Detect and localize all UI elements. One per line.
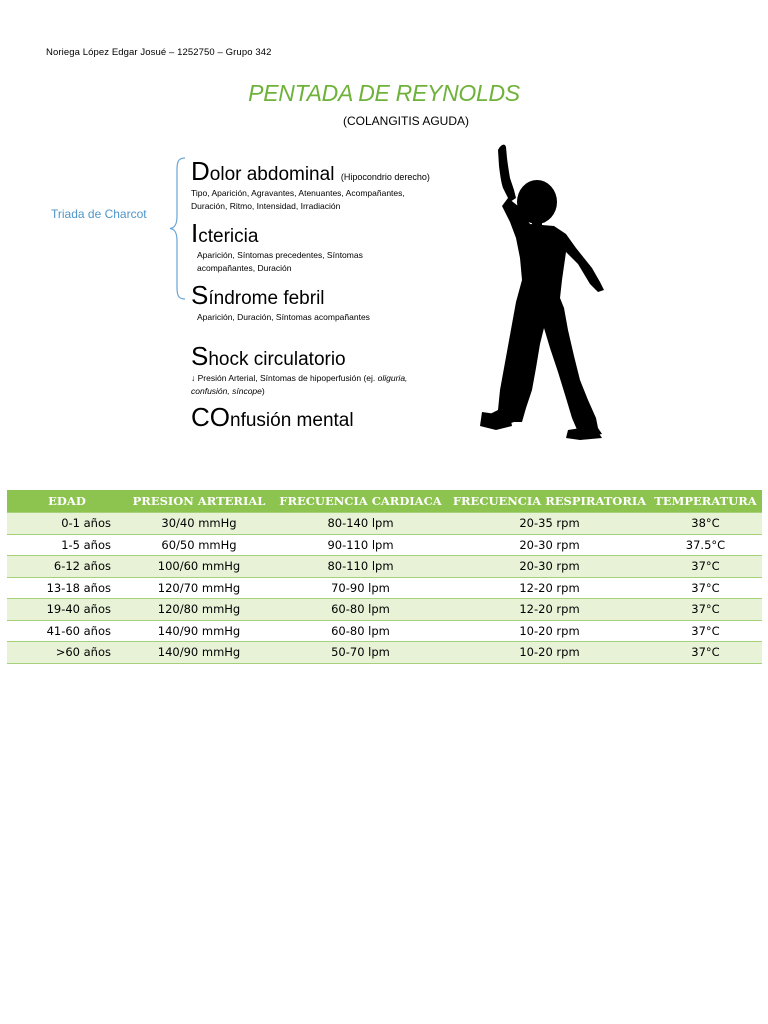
item-initial: CO bbox=[191, 402, 230, 432]
author-line: Noriega López Edgar Josué – 1252750 – Grupo 342 bbox=[46, 47, 272, 58]
desc-line: Aparición, Síntomas precedentes, Síntomas bbox=[197, 250, 363, 260]
table-row bbox=[7, 534, 762, 556]
table-row bbox=[7, 577, 762, 599]
item-dolor bbox=[191, 158, 430, 213]
item-description bbox=[191, 372, 407, 398]
page-subtitle: (COLANGITIS AGUDA) bbox=[342, 114, 470, 128]
cell-fc: 60-80 lpm bbox=[271, 620, 450, 642]
cell-temperatura: 37.5°C bbox=[649, 534, 762, 556]
desc-text: ↓ Presión Arterial, Síntomas de hipoperfusión (ej. bbox=[191, 373, 376, 383]
cell-temperatura: 37°C bbox=[649, 556, 762, 578]
cell-presion: 140/90 mmHg bbox=[127, 642, 271, 664]
item-initial: D bbox=[191, 156, 210, 186]
desc-line: Tipo, Aparición, Agravantes, Atenuantes, Acompañantes, bbox=[191, 188, 405, 198]
cell-fr: 20-30 rpm bbox=[450, 534, 649, 556]
table-row bbox=[7, 620, 762, 642]
cell-edad: 19-40 años bbox=[7, 599, 127, 621]
item-description bbox=[191, 187, 430, 213]
cell-temperatura: 37°C bbox=[649, 642, 762, 664]
item-description bbox=[191, 311, 370, 324]
curly-brace-icon bbox=[168, 156, 188, 301]
cell-edad: 1-5 años bbox=[7, 534, 127, 556]
cell-edad: 13-18 años bbox=[7, 577, 127, 599]
column-header-fc: FRECUENCIA CARDIACA bbox=[271, 490, 450, 513]
item-title: ctericia bbox=[198, 226, 259, 247]
cell-temperatura: 38°C bbox=[649, 513, 762, 535]
cell-fc: 70-90 lpm bbox=[271, 577, 450, 599]
table-header-row bbox=[7, 490, 762, 513]
cell-temperatura: 37°C bbox=[649, 577, 762, 599]
cell-fc: 50-70 lpm bbox=[271, 642, 450, 664]
desc-line: Duración, Ritmo, Intensidad, Irradiación bbox=[191, 201, 341, 211]
cell-edad: 41-60 años bbox=[7, 620, 127, 642]
cell-fr: 20-30 rpm bbox=[450, 556, 649, 578]
cell-fc: 80-140 lpm bbox=[271, 513, 450, 535]
cell-presion: 30/40 mmHg bbox=[127, 513, 271, 535]
item-ictericia bbox=[191, 220, 363, 275]
cell-presion: 140/90 mmHg bbox=[127, 620, 271, 642]
column-header-edad: EDAD bbox=[7, 490, 127, 513]
item-description bbox=[191, 249, 363, 275]
table-row bbox=[7, 599, 762, 621]
item-title: hock circulatorio bbox=[208, 349, 346, 370]
cell-fc: 90-110 lpm bbox=[271, 534, 450, 556]
cell-edad: 6-12 años bbox=[7, 556, 127, 578]
cell-presion: 120/70 mmHg bbox=[127, 577, 271, 599]
cell-fr: 20-35 rpm bbox=[450, 513, 649, 535]
desc-line: Aparición, Duración, Síntomas acompañantes bbox=[197, 312, 370, 322]
cell-temperatura: 37°C bbox=[649, 599, 762, 621]
item-title: nfusión mental bbox=[230, 410, 354, 431]
cell-presion: 120/80 mmHg bbox=[127, 599, 271, 621]
cell-edad: 0-1 años bbox=[7, 513, 127, 535]
column-header-temperatura: TEMPERATURA bbox=[649, 490, 762, 513]
disco-dancer-silhouette-icon bbox=[470, 140, 620, 445]
cell-temperatura: 37°C bbox=[649, 620, 762, 642]
desc-line bbox=[191, 372, 407, 385]
cell-fr: 10-20 rpm bbox=[450, 642, 649, 664]
cell-fc: 80-110 lpm bbox=[271, 556, 450, 578]
item-sindrome-febril bbox=[191, 282, 370, 324]
cell-presion: 100/60 mmHg bbox=[127, 556, 271, 578]
table-row bbox=[7, 513, 762, 535]
item-confusion bbox=[191, 404, 354, 430]
item-title: índrome febril bbox=[208, 288, 325, 309]
cell-fr: 10-20 rpm bbox=[450, 620, 649, 642]
item-initial: S bbox=[191, 341, 209, 371]
page-title: PENTADA DE REYNOLDS bbox=[248, 80, 520, 106]
item-initial: S bbox=[191, 280, 209, 310]
cell-fr: 12-20 rpm bbox=[450, 577, 649, 599]
column-header-presion: PRESION ARTERIAL bbox=[127, 490, 271, 513]
item-shock bbox=[191, 343, 407, 398]
triad-label: Triada de Charcot bbox=[51, 207, 147, 221]
item-initial: I bbox=[191, 218, 199, 248]
table-row bbox=[7, 642, 762, 664]
column-header-fr: FRECUENCIA RESPIRATORIA bbox=[450, 490, 649, 513]
vital-signs-table bbox=[7, 490, 762, 664]
table-row bbox=[7, 556, 762, 578]
item-title: olor abdominal bbox=[209, 164, 335, 185]
cell-fc: 60-80 lpm bbox=[271, 599, 450, 621]
desc-line: acompañantes, Duración bbox=[197, 263, 292, 273]
desc-italic: confusión, síncope bbox=[191, 386, 262, 396]
desc-line bbox=[191, 385, 407, 398]
item-note: (Hipocondrio derecho) bbox=[340, 172, 430, 182]
cell-edad: >60 años bbox=[7, 642, 127, 664]
desc-text: ) bbox=[261, 386, 265, 396]
cell-presion: 60/50 mmHg bbox=[127, 534, 271, 556]
desc-italic: oliguria, bbox=[377, 373, 408, 383]
cell-fr: 12-20 rpm bbox=[450, 599, 649, 621]
